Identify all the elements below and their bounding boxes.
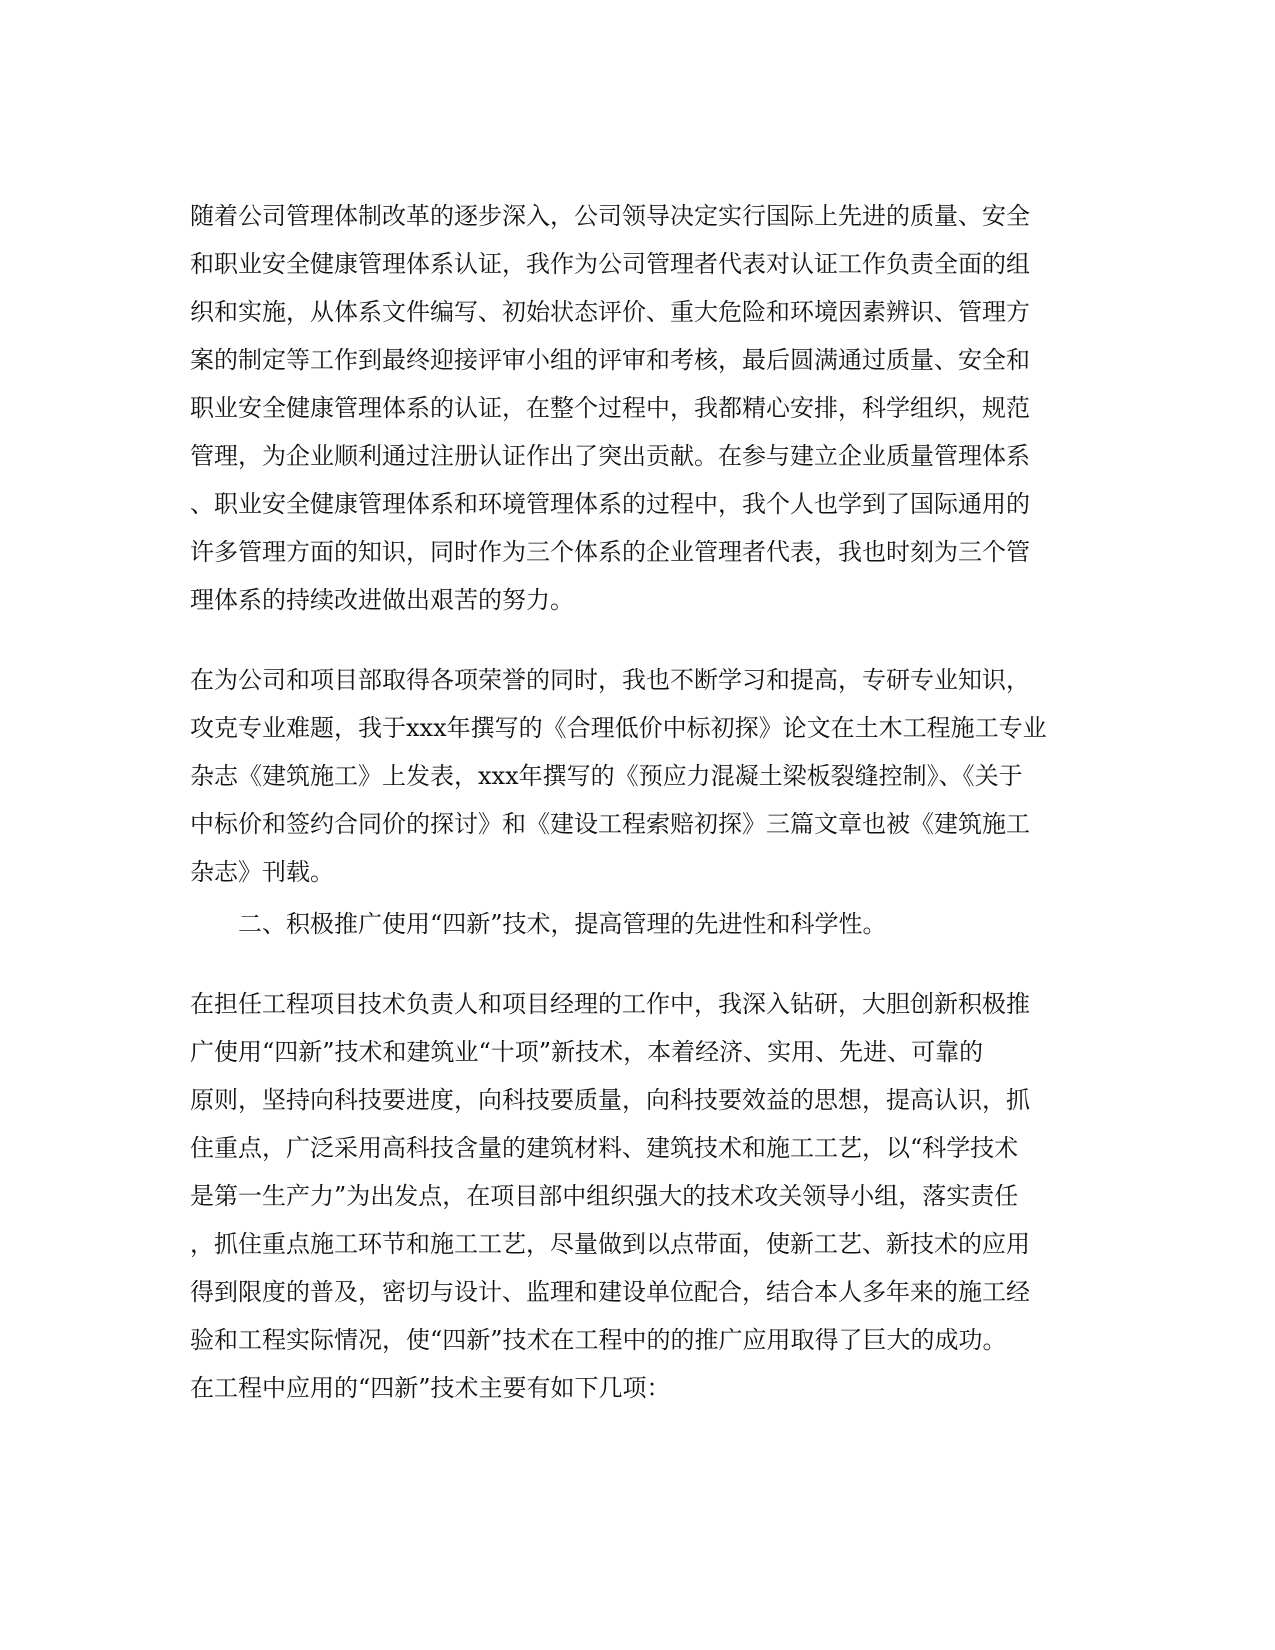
paragraph-certification: [190, 192, 1080, 624]
paragraph-line: 许多管理方面的知识，同时作为三个体系的企业管理者代表，我也时刻为三个管: [190, 538, 1030, 566]
section-heading: 二、积极推广使用“四新”技术，提高管理的先进性和科学性。: [238, 910, 887, 938]
paragraph-line: 织和实施，从体系文件编写、初始状态评价、重大危险和环境因素辨识、管理方: [190, 298, 1030, 326]
paragraph-line: 在工程中应用的“四新”技术主要有如下几项：: [190, 1374, 671, 1402]
paragraph-line: 杂志《建筑施工》上发表，xxx年撰写的《预应力混凝土梁板裂缝控制》、《关于: [190, 762, 1023, 790]
paragraph-line: 得到限度的普及，密切与设计、监理和建设单位配合，结合本人多年来的施工经: [190, 1278, 1030, 1306]
paragraph-line: 、职业安全健康管理体系和环境管理体系的过程中，我个人也学到了国际通用的: [190, 490, 1030, 518]
paragraph-line: 攻克专业难题，我于xxx年撰写的《合理低价中标初探》论文在土木工程施工专业: [190, 714, 1047, 742]
paragraph-line: 职业安全健康管理体系的认证，在整个过程中，我都精心安排，科学组织，规范: [190, 394, 1030, 422]
paragraph-line: 在为公司和项目部取得各项荣誉的同时，我也不断学习和提高，专研专业知识，: [190, 666, 1030, 694]
paragraph-line: 是第一生产力”为出发点，在项目部中组织强大的技术攻关领导小组，落实责任: [190, 1182, 1019, 1210]
paragraph-publications: [190, 656, 1080, 896]
paragraph-line: 原则，坚持向科技要进度，向科技要质量，向科技要效益的思想，提高认识，抓: [190, 1086, 1030, 1114]
paragraph-line: 中标价和签约合同价的探讨》和《建设工程索赔初探》三篇文章也被《建筑施工: [190, 810, 1030, 838]
paragraph-line: 住重点，广泛采用高科技含量的建筑材料、建筑技术和施工工艺，以“科学技术: [190, 1134, 1019, 1162]
paragraph-line: 管理，为企业顺利通过注册认证作出了突出贡献。在参与建立企业质量管理体系: [190, 442, 1030, 470]
paragraph-line: 验和工程实际情况，使“四新”技术在工程中的的推广应用取得了巨大的成功。: [190, 1326, 1007, 1354]
paragraph-line: 理体系的持续改进做出艰苦的努力。: [190, 586, 574, 614]
paragraph-line: 和职业安全健康管理体系认证，我作为公司管理者代表对认证工作负责全面的组: [190, 250, 1030, 278]
paragraph-line: 案的制定等工作到最终迎接评审小组的评审和考核，最后圆满通过质量、安全和: [190, 346, 1030, 374]
paragraph-line: 随着公司管理体制改革的逐步深入，公司领导决定实行国际上先进的质量、安全: [190, 202, 1030, 230]
paragraph-line: 在担任工程项目技术负责人和项目经理的工作中，我深入钻研，大胆创新积极推: [190, 990, 1030, 1018]
paragraph-line: 广使用“四新”技术和建筑业“十项”新技术，本着经济、实用、先进、可靠的: [190, 1038, 984, 1066]
paragraph-four-new-tech: [190, 980, 1080, 1412]
paragraph-line: ，抓住重点施工环节和施工工艺，尽量做到以点带面，使新工艺、新技术的应用: [190, 1230, 1030, 1258]
paragraph-line: 杂志》刊载。: [190, 858, 334, 886]
